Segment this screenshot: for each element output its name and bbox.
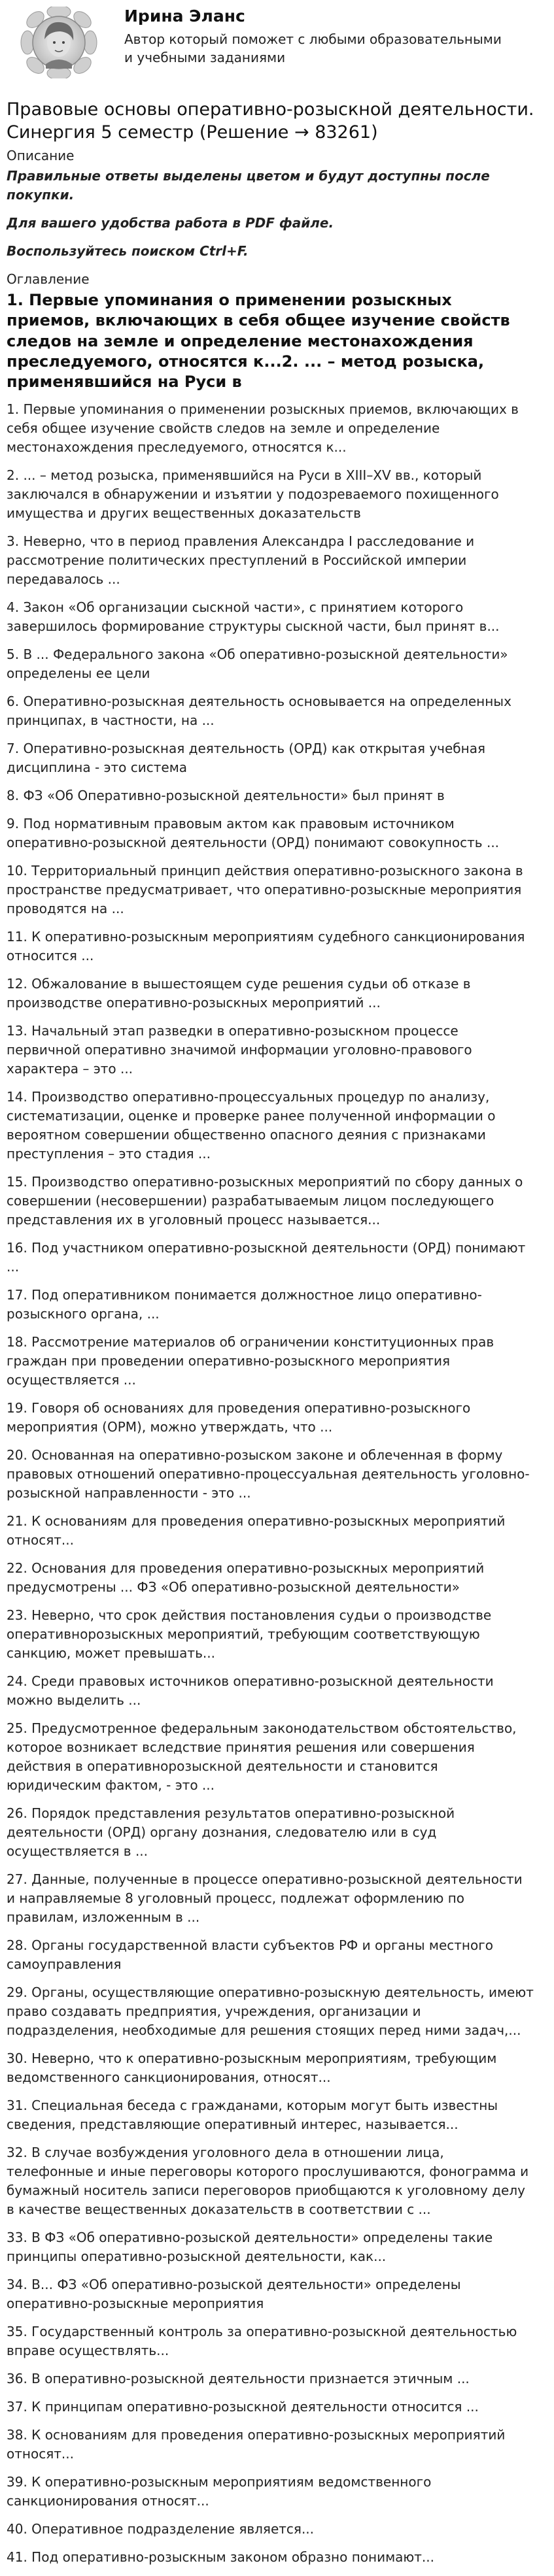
author-info: [111, 7, 504, 67]
question-item: 39. К оперативно-розыскным мероприятиям ведомственного санкционирования относят...: [7, 2474, 432, 2509]
question-item: 18. Рассмотрение материалов об ограничении конституционных прав граждан при проведении оперативно-розыскного мероприятия осуществляется ...: [7, 1334, 494, 1388]
question-item: 35. Государственный контроль за оперативно-розыскной деятельностью вправе осуществлять...: [7, 2324, 517, 2359]
question-item: 2. ... – метод розыска, применявшийся на Руси в XIII–XV вв., который заключался в обнаружении и изъятии у подозреваемого похищенного имущества и других вещественных доказательств: [7, 467, 499, 522]
question-item: 13. Начальный этап разведки в оперативно-розыскном процессе первичной оперативно значимой информации уголовно-правового характера – это ...: [7, 1023, 472, 1077]
question-item: 32. В случае возбуждения уголовного дела в отношении лица, телефонные и иные переговоры которого прослушиваются, фонограмма и бумажный носитель записи переговоров приобщаются к уголовному делу в качестве вещественных доказательств в соответствии с ...: [7, 2145, 529, 2218]
question-list: [7, 400, 534, 2567]
avatar[interactable]: [7, 7, 111, 78]
question-item: 4. Закон «Об организации сыскной части», с принятием которого завершилось формирование структуры сыскной части, был принят в...: [7, 599, 500, 635]
question-item: 26. Порядок представления результатов оперативно-розыскной деятельности (ОРД) органу дознания, следователю или в суд осуществляется в ...: [7, 1805, 455, 1860]
question-item: 5. В ... Федерального закона «Об оперативно-розыскной деятельности» определены ее цели: [7, 646, 508, 682]
toc-label: Оглавление: [7, 271, 90, 288]
note-highlighted-answers: Правильные ответы выделены цветом и будут доступны после покупки.: [7, 168, 490, 203]
question-item: 28. Органы государственной власти субъектов РФ и органы местного самоуправления: [7, 1937, 493, 1973]
question-item: 36. В оперативно-розыскной деятельности признается этичным ...: [7, 2371, 470, 2387]
work-title: Правовые основы оперативно-розыскной деятельности. Синергия 5 семестр (Решение → 83261): [7, 99, 534, 143]
question-item: 33. В ФЗ «Об оперативно-розыской деятельности» определены такие принципы оперативно-розыскной деятельности, как...: [7, 2230, 493, 2265]
question-item: 24. Среди правовых источников оперативно-розыскной деятельности можно выделить ...: [7, 1673, 494, 1709]
avatar-image: [7, 7, 111, 78]
question-item: 11. К оперативно-розыскным мероприятиям судебного санкционирования относится ...: [7, 929, 525, 964]
author-name[interactable]: Ирина Эланс: [124, 7, 245, 25]
question-item: 23. Неверно, что срок действия постановления судьи о производстве оперативнорозыскных мероприятий, требующим соответствующую санкцию, может превышать...: [7, 1607, 492, 1662]
question-item: 10. Территориальный принцип действия оперативно-розыскного закона в пространстве предусматривает, что оперативно-розыскные мероприятия проводятся на ...: [7, 863, 523, 917]
question-item: 17. Под оперативником понимается должностное лицо оперативно-розыскного органа, ...: [7, 1287, 482, 1322]
question-item: 15. Производство оперативно-розыскных мероприятий по сбору данных о совершении (несовершении) разрабатываемым лицом последующего представления их в уголовный процесс называется...: [7, 1174, 523, 1228]
question-item: 27. Данные, полученные в процессе оперативно-розыскной деятельности и направляемые 8 уголовный процесс, подлежат оформлению по правилам, изложенным в ...: [7, 1871, 523, 1926]
question-item: 29. Органы, осуществляющие оперативно-розыскную деятельность, имеют право создавать предприятия, учреждения, организации и подразделения, необходимые для решения стоящих перед ними задач,...: [7, 1984, 534, 2039]
note-search-hint: Воспользуйтесь поиском Ctrl+F.: [7, 243, 249, 259]
question-item: 37. К принципам оперативно-розыскной деятельности относится ...: [7, 2399, 479, 2415]
question-item: 7. Оперативно-розыскная деятельность (ОРД) как открытая учебная дисциплина - это система: [7, 741, 485, 776]
question-item: 8. ФЗ «Об Оперативно-розыскной деятельности» был принят в: [7, 788, 445, 804]
question-item: 12. Обжалование в вышестоящем суде решения судьи об отказе в производстве оперативно-розыскных мероприятий ...: [7, 976, 471, 1011]
question-item: 14. Производство оперативно-процессуальных процедур по анализу, систематизации, оценке и проверке ранее полученной информации о вероятном совершении общественно опасного деяния с признаками преступления – это стадия ...: [7, 1089, 496, 1162]
question-item: 20. Основанная на оперативно-розыском законе и облеченная в форму правовых отношений оперативно-процессуальная деятельность уголовно-розыскной направленности - это ...: [7, 1447, 530, 1501]
author-description: Автор который поможет с любыми образовательными и учебными заданиями: [124, 31, 502, 65]
question-item: 21. К основаниям для проведения оперативно-розыскных мероприятий относят...: [7, 1513, 506, 1548]
question-item: 41. Под оперативно-розыскным законом образно понимают...: [7, 2549, 434, 2566]
question-item: 34. В... ФЗ «Об оперативно-розыской деятельности» определены оперативно-розыскные мероприятия: [7, 2277, 461, 2312]
question-item: 9. Под нормативным правовым актом как правовым источником оперативно-розыскной деятельности (ОРД) понимают совокупность ...: [7, 816, 500, 851]
question-item: 25. Предусмотренное федеральным законодательством обстоятельство, которое возникает вследствие принятия решения или совершения действия в оперативнорозыскной деятельности и становится юридическим фактом, - это ...: [7, 1720, 517, 1794]
question-item: 31. Специальная беседа с гражданами, которым могут быть известны сведения, представляющие оперативный интерес, называется...: [7, 2098, 498, 2133]
question-item: 40. Оперативное подразделение является...: [7, 2521, 315, 2537]
question-item: 6. Оперативно-розыскная деятельность основывается на определенных принципах, в частности, на ...: [7, 694, 511, 729]
question-item: 1. Первые упоминания о применении розыскных приемов, включающих в себя общее изучение свойств следов на земле и определение местонахождения преследуемого, относятся к...: [7, 401, 519, 456]
note-pdf-format: Для вашего удобства работа в PDF файле.: [7, 215, 334, 231]
question-item: 22. Основания для проведения оперативно-розыскных мероприятий предусмотрены ... ФЗ «Об оперативно-розыскной деятельности»: [7, 1560, 485, 1596]
question-item: 30. Неверно, что к оперативно-розыскным мероприятиям, требующим ведомственного санкционирования, относят...: [7, 2050, 497, 2086]
question-item: 3. Неверно, что в период правления Александра I расследование и рассмотрение политических преступлений в Российской империи передавалось ...: [7, 533, 475, 588]
toc-heading: 1. Первые упоминания о применении розыскных приемов, включающих в себя общее изучение свойств следов на земле и определение местонахождения преследуемого, относятся к...2. ... – метод розыска, применявшийся на Руси в: [7, 291, 510, 391]
question-item: 16. Под участником оперативно-розыскной деятельности (ОРД) понимают ...: [7, 1240, 526, 1275]
question-item: 19. Говоря об основаниях для проведения оперативно-розыскного мероприятия (ОРМ), можно утверждать, что ...: [7, 1400, 471, 1435]
description-label: Описание: [7, 148, 75, 164]
author-block: [7, 0, 534, 78]
question-item: 38. К основаниям для проведения оперативно-розыскных мероприятий относят...: [7, 2427, 506, 2462]
